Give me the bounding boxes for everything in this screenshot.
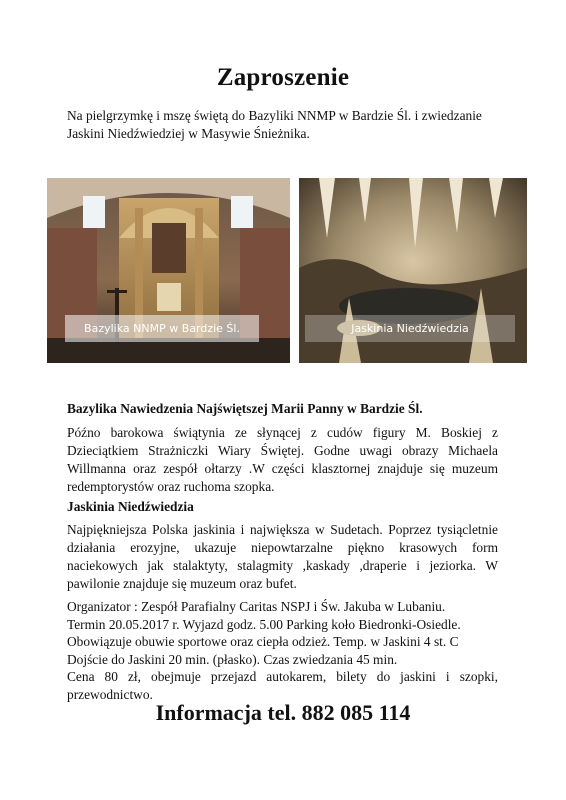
clothing-line: Obowiązuje obuwie sportowe oraz ciepła odzież. Temp. w Jaskini 4 st. C <box>67 634 459 650</box>
organizer-line: Organizator : Zespół Parafialny Caritas NSPJ i Św. Jakuba w Lubaniu. <box>67 599 446 614</box>
contact-phone: Informacja tel. 882 085 114 <box>155 700 411 725</box>
cave-caption: Jaskinia Niedźwiedzia <box>305 315 515 342</box>
cave-photo <box>299 178 527 363</box>
cave-description: Najpiękniejsza Polska jaskinia i największa w Sudetach. Poprzez tysiącletnie działania erozyjne, ukazuje niepowtarzalne piękno krasowych form naciekowych jak stalaktyty, stalagmity ,kaskady ,draperie i jeziorka. W pawilonie znajduje się muzeum oraz bufet. <box>67 522 498 591</box>
date-line: Termin 20.05.2017 r. Wyjazd godz. 5.00 Parking koło Biedronki-Osiedle. <box>67 616 461 632</box>
page-title: Zaproszenie <box>216 64 350 91</box>
intro-text: Na pielgrzymkę i mszę świętą do Bazyliki NNMP w Bardzie Śl. i zwiedzanie Jaskini Niedźwiedziej w Masywie Śnieżnika. <box>67 108 482 141</box>
basilica-heading: Bazylika Nawiedzenia Najświętszej Marii Panny w Bardzie Śl. <box>67 401 423 416</box>
trip-info <box>67 598 498 704</box>
walk-line: Dojście do Jaskini 20 min. (płasko). Czas zwiedzania 45 min. <box>67 651 398 667</box>
basilica-description: Późno barokowa świątynia ze słynącej z cudów figury M. Boskiej z Dzieciątkiem Strażniczki Wiary Świętej. Godne uwagi obrazy Michaela Willmanna oraz zespół ołtarzy .W części klasztornej znajduje się muzeum redemptorystów oraz ruchoma szopka. <box>67 425 498 494</box>
basilica-photo <box>47 178 290 363</box>
cave-heading: Jaskinia Niedźwiedzia <box>67 499 194 514</box>
price-line: Cena 80 zł, obejmuje przejazd autokarem, bilety do jaskini i szopki, przewodnictwo. <box>67 669 498 702</box>
basilica-caption: Bazylika NNMP w Bardzie Śl. <box>65 315 259 342</box>
